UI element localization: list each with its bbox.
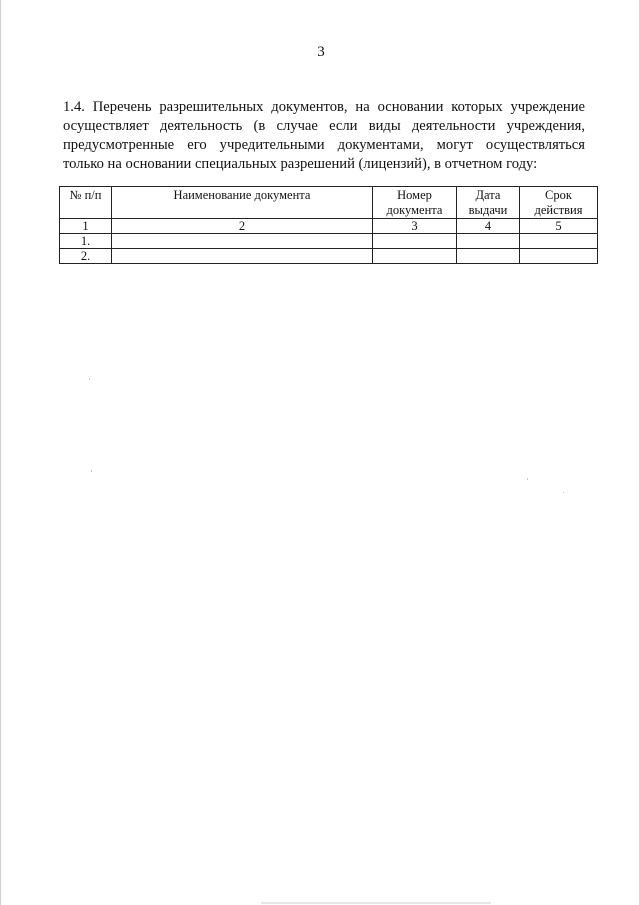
scan-speck	[91, 470, 92, 472]
table-row	[60, 249, 598, 264]
document-name-cell	[112, 249, 373, 264]
issue-date-cell	[457, 249, 520, 264]
index-cell: 4	[457, 219, 520, 234]
header-validity-term: Срок действия	[520, 187, 598, 219]
table-index-row	[60, 219, 598, 234]
header-document-name: Наименование документа	[112, 187, 373, 219]
paragraph-line: только на основании специальных разрешений (лицензий), в отчетном году:	[63, 156, 538, 172]
scan-speck	[89, 378, 90, 380]
issue-date-cell	[457, 234, 520, 249]
permit-documents-table	[59, 186, 598, 264]
scan-speck	[563, 492, 564, 493]
row-number-cell: 2.	[60, 249, 112, 264]
index-cell: 1	[60, 219, 112, 234]
scan-speck	[527, 478, 528, 480]
document-name-cell	[112, 234, 373, 249]
paragraph-line: осуществляет деятельность (в случае если виды деятельности учреждения,	[63, 118, 585, 134]
header-row-number: № п/п	[60, 187, 112, 219]
page-number: 3	[317, 44, 325, 60]
validity-term-cell	[520, 249, 598, 264]
index-cell: 2	[112, 219, 373, 234]
index-cell: 5	[520, 219, 598, 234]
table-row	[60, 234, 598, 249]
paragraph-line: 1.4. Перечень разрешительных документов, на основании которых учреждение	[63, 99, 585, 115]
table-header-row	[60, 187, 598, 219]
document-number-cell	[373, 234, 457, 249]
document-number-cell	[373, 249, 457, 264]
index-cell: 3	[373, 219, 457, 234]
header-document-number: Номер документа	[373, 187, 457, 219]
scan-smudge	[261, 902, 491, 904]
section-1-4-paragraph	[63, 98, 585, 174]
header-issue-date: Дата выдачи	[457, 187, 520, 219]
validity-term-cell	[520, 234, 598, 249]
paragraph-line: предусмотренные его учредительными документами, могут осуществляться	[63, 137, 585, 153]
row-number-cell: 1.	[60, 234, 112, 249]
